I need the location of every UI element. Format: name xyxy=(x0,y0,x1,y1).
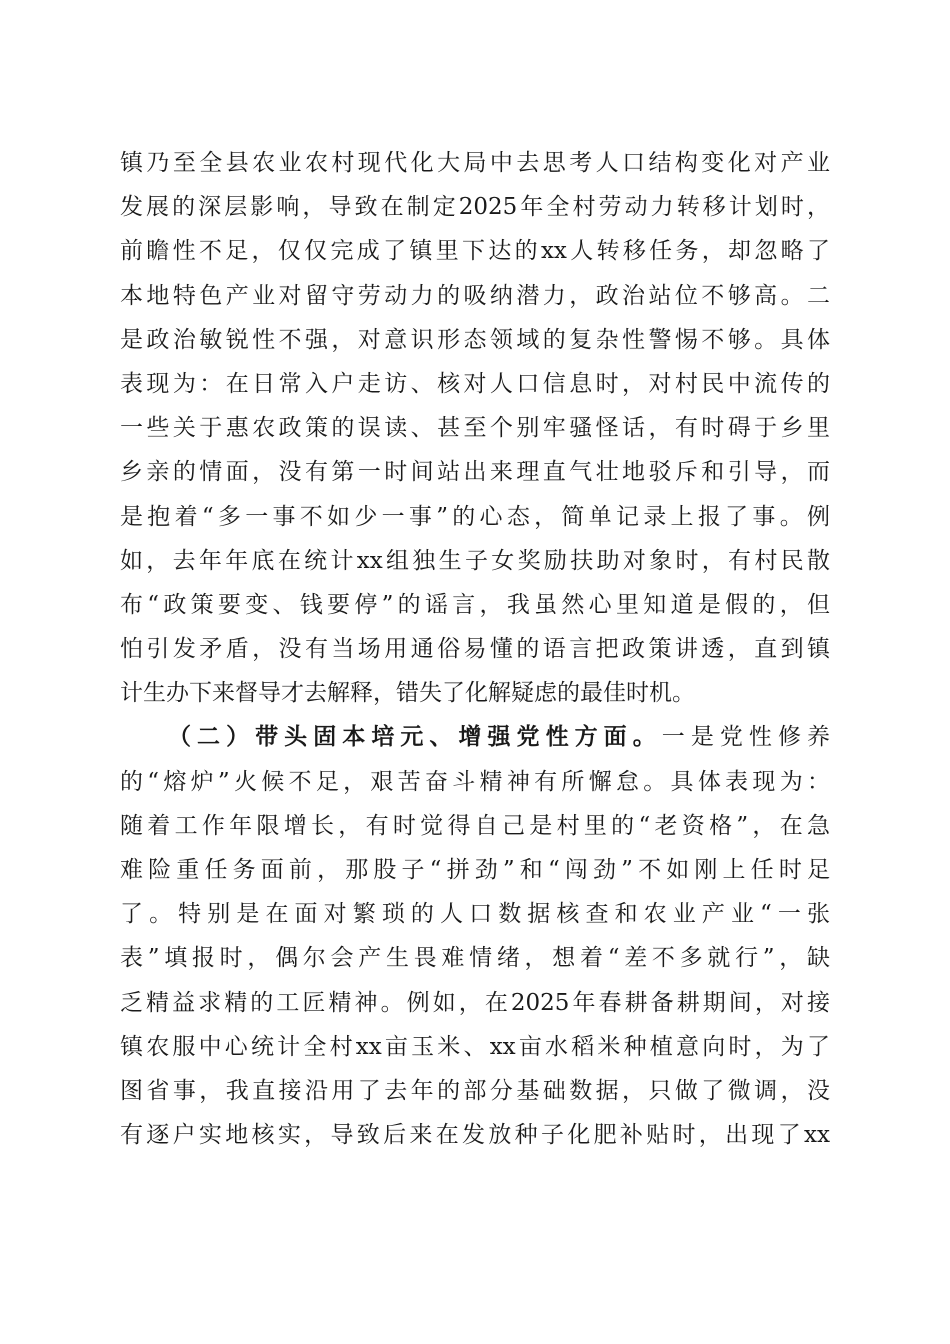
document-body xyxy=(120,141,830,1157)
text-line: 图省事，我直接沿用了去年的部分基础数据，只做了微调，没 xyxy=(120,1077,830,1104)
text-line: 随着工作年限增长，有时觉得自己是村里的“老资格”，在急 xyxy=(120,812,830,839)
text-line: 乡亲的情面，没有第一时间站出来理直气壮地驳斥和引导，而 xyxy=(120,459,830,486)
text-line: 怕引发矛盾，没有当场用通俗易懂的语言把政策讲透，直到镇 xyxy=(120,636,830,663)
text-line: 难险重任务面前，那股子“拼劲”和“闯劲”不如刚上任时足 xyxy=(120,857,830,883)
text-line: 布“政策要变、钱要停”的谣言，我虽然心里知道是假的，但 xyxy=(120,591,830,618)
text-line: 乏精益求精的工匠精神。例如，在2025年春耕备耕期间，对接 xyxy=(120,989,830,1016)
text-line: 的“熔炉”火候不足，艰苦奋斗精神有所懈怠。具体表现为： xyxy=(120,768,830,795)
text-line: 是抱着“多一事不如少一事”的心态，简单记录上报了事。例 xyxy=(120,503,830,530)
text-line: 前瞻性不足，仅仅完成了镇里下达的xx人转移任务，却忽略了 xyxy=(120,238,830,265)
text-line: 计生办下来督导才去解释，错失了化解疑虑的最佳时机。 xyxy=(120,680,695,707)
text-line: 有逐户实地核实，导致后来在发放种子化肥补贴时，出现了xx xyxy=(120,1122,830,1149)
text-line: 一些关于惠农政策的误读、甚至个别牢骚怪话，有时碍于乡里 xyxy=(120,415,830,442)
text-line: 镇乃至全县农业农村现代化大局中去思考人口结构变化对产业 xyxy=(120,150,830,176)
section-2-first-line xyxy=(120,715,830,759)
text-line: 镇农服中心统计全村xx亩玉米、xx亩水稻米种植意向时，为了 xyxy=(120,1033,830,1060)
text-line: 表现为：在日常入户走访、核对人口信息时，对村民中流传的 xyxy=(120,370,830,397)
section-2-heading: （二）带头固本培元、增强党性方面。 xyxy=(168,723,662,751)
text-line: 了。特别是在面对繁琐的人口数据核查和农业产业“一张 xyxy=(120,901,830,928)
text-line: 是政治敏锐性不强，对意识形态领域的复杂性警惕不够。具体 xyxy=(120,326,830,353)
text-line: 如，去年年底在统计xx组独生子女奖励扶助对象时，有村民散 xyxy=(120,547,830,574)
text-line: 发展的深层影响，导致在制定2025年全村劳动力转移计划时， xyxy=(120,194,830,221)
section-2-intro: 一是党性修养 xyxy=(661,724,831,751)
text-line: 表”填报时，偶尔会产生畏难情绪，想着“差不多就行”，缺 xyxy=(120,945,830,972)
text-line: 本地特色产业对留守劳动力的吸纳潜力，政治站位不够高。二 xyxy=(120,282,830,309)
